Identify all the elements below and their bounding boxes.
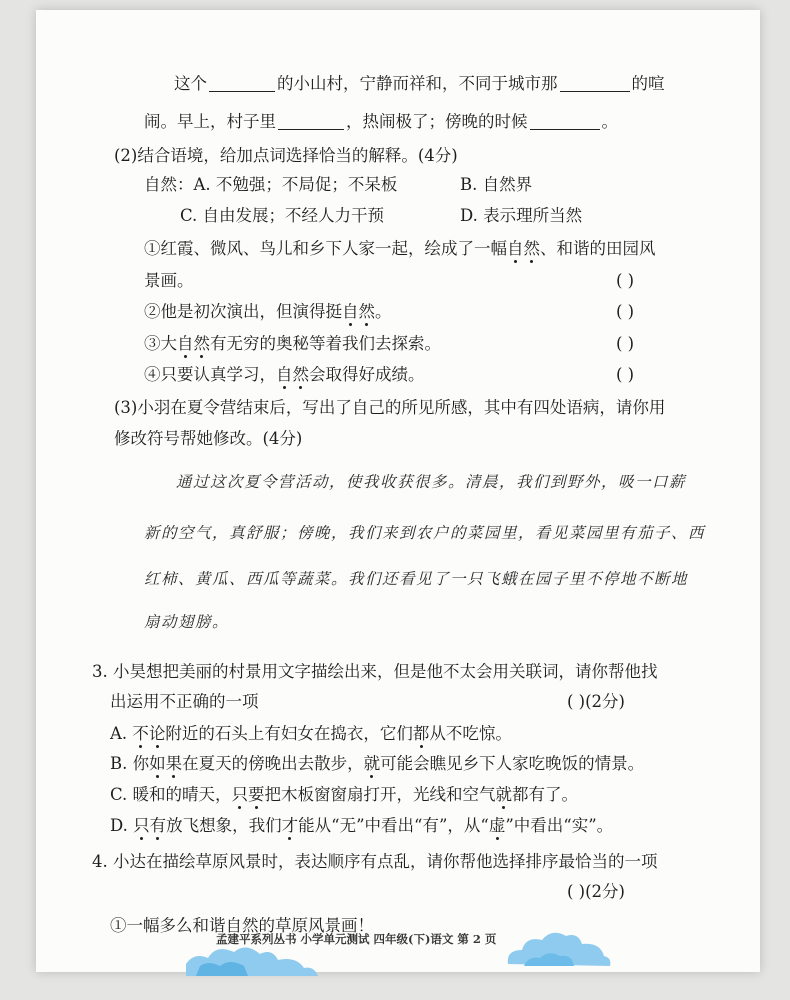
answer-parentheses[interactable]: ( ) (616, 302, 635, 321)
option-c (110, 783, 578, 807)
fill-blank-line-1: 这个 的小山村，宁静而祥和，不同于城市那 的喧 (174, 74, 665, 93)
option-text: 能从“无”中看出“有”，从“ (298, 816, 489, 835)
dotted-word-char: 只 (231, 785, 249, 804)
fill-blank-line-2: 闹。早上，村子里 ，热闹极了；傍晚的时候 。 (144, 112, 618, 131)
sentence-text: 。 (375, 302, 392, 321)
dotted-word-char: 要 (248, 785, 265, 804)
option-text: 都有了。 (512, 785, 579, 804)
dotted-word-char: 果 (165, 754, 183, 773)
dotted-keyword: 虚 (488, 816, 506, 835)
definition-a: 自然：A. 不勉强；不局促；不呆板 (144, 175, 398, 194)
option-text: A. (110, 724, 133, 743)
answer-blank[interactable] (209, 75, 275, 92)
dotted-word-char: 自 (507, 239, 524, 258)
sentence-1 (144, 237, 656, 261)
question-3-prompt: 3. 小昊想把美丽的村景用文字描绘出来，但是他不太会用关联词，请你帮他找 (92, 662, 658, 681)
sentence-text: 有无穷的奥秘等着我们去探索。 (210, 334, 441, 353)
option-text: 附近的石头上有妇女在捣衣，它们 (165, 724, 413, 743)
sentence-text: ③大 (144, 334, 177, 353)
definition-b: B. 自然界 (460, 175, 533, 194)
option-text: D. (110, 816, 134, 835)
answer-parentheses[interactable]: ( ) (616, 271, 635, 290)
definition-d: D. 表示理所当然 (460, 206, 583, 225)
option-text: 在夏天的傍晚出去散步， (182, 754, 364, 773)
answer-blank[interactable] (530, 113, 600, 130)
question-2-3-prompt: (3)小羽在夏令营结束后，写出了自己的所见所感，其中有四处语病，请你用 (114, 398, 666, 417)
worksheet-page (36, 10, 760, 972)
option-d (110, 814, 613, 838)
answer-parentheses[interactable]: ( ) (616, 334, 635, 353)
dotted-word-char: 然 (292, 365, 309, 384)
dotted-keyword: 就 (495, 785, 513, 804)
dotted-word-char: 自 (177, 334, 194, 353)
question-4-sentence-1: ①一幅多么和谐自然的草原风景画！ (110, 916, 374, 935)
dotted-keyword (133, 816, 166, 835)
dotted-word-char: 然 (358, 302, 375, 321)
handwritten-passage-line: 新的空气，真舒服；傍晚，我们来到农户的菜园里，看见菜园里有茄子、西 (144, 524, 706, 542)
sentence-3 (144, 332, 441, 356)
answer-blank[interactable] (560, 75, 630, 92)
question-4-prompt: 4. 小达在描绘草原风景时，表达顺序有点乱，请你帮他选择排序最恰当的一项 (92, 852, 658, 871)
option-text: 放飞想象，我们 (166, 816, 282, 835)
option-text: B. 你 (110, 754, 150, 773)
handwritten-passage-line: 通过这次夏令营活动，使我收获很多。清晨，我们到野外，吸一口薪 (176, 473, 687, 491)
dotted-word-char: 只 (133, 816, 150, 835)
option-text: 从不吃惊。 (429, 724, 512, 743)
sentence-4 (144, 363, 425, 387)
answer-parentheses-score[interactable]: ( )(2分) (567, 692, 625, 711)
option-a (110, 722, 512, 746)
definition-c: C. 自由发展；不经人力干预 (180, 206, 385, 225)
sentence-2 (144, 300, 392, 324)
question-2-2-prompt: (2)结合语境，给加点词选择恰当的解释。(4分) (114, 146, 458, 165)
dotted-keyword (132, 724, 165, 743)
answer-parentheses[interactable]: ( ) (616, 365, 635, 384)
dotted-word-char: 有 (149, 816, 167, 835)
sentence-text: ①红霞、微风、鸟儿和乡下人家一起，绘成了一幅 (144, 239, 507, 258)
option-text: 把木板窗窗扇打开，光线和空气 (264, 785, 496, 804)
dotted-keyword (149, 754, 182, 773)
sentence-1-cont: 景画。 (144, 271, 194, 290)
handwritten-passage-line: 红柿、黄瓜、西瓜等蔬菜。我们还看见了一只飞蛾在园子里不停地不断地 (144, 570, 689, 588)
dotted-word-char: 论 (148, 724, 166, 743)
dotted-keyword: 就 (363, 754, 381, 773)
option-b (110, 752, 644, 776)
dotted-keyword (232, 785, 265, 804)
option-text: 可能会瞧见乡下人家吃晚饭的情景。 (380, 754, 645, 773)
option-text: C. 暖和的晴天， (110, 785, 232, 804)
dotted-word-char: 然 (193, 334, 210, 353)
dotted-word-char: 如 (149, 754, 166, 773)
sentence-text: 会取得好成绩。 (309, 365, 425, 384)
dotted-word-char: 然 (523, 239, 540, 258)
cloud-decoration-right (504, 924, 614, 972)
dotted-keyword: 才 (281, 816, 299, 835)
option-text: ”中看出“实”。 (505, 816, 614, 835)
sentence-text: 、和谐的田园风 (540, 239, 656, 258)
sentence-text: ②他是初次演出，但演得挺 (144, 302, 342, 321)
answer-parentheses-score[interactable]: ( )(2分) (567, 882, 625, 901)
dotted-word-char: 不 (132, 724, 149, 743)
dotted-word-char: 自 (342, 302, 359, 321)
sentence-text: ④只要认真学习， (144, 365, 276, 384)
page-footer: 孟建平系列丛书 小学单元测试 四年级(下)语文 第 2 页 (216, 932, 497, 946)
handwritten-passage-line: 扇动翅膀。 (144, 613, 230, 631)
question-2-3-prompt-cont: 修改符号帮她修改。(4分) (114, 429, 303, 448)
question-3-prompt-cont: 出运用不正确的一项 (110, 692, 259, 711)
dotted-word-char: 自 (276, 365, 293, 384)
answer-blank[interactable] (278, 113, 344, 130)
dotted-keyword: 都 (412, 724, 430, 743)
